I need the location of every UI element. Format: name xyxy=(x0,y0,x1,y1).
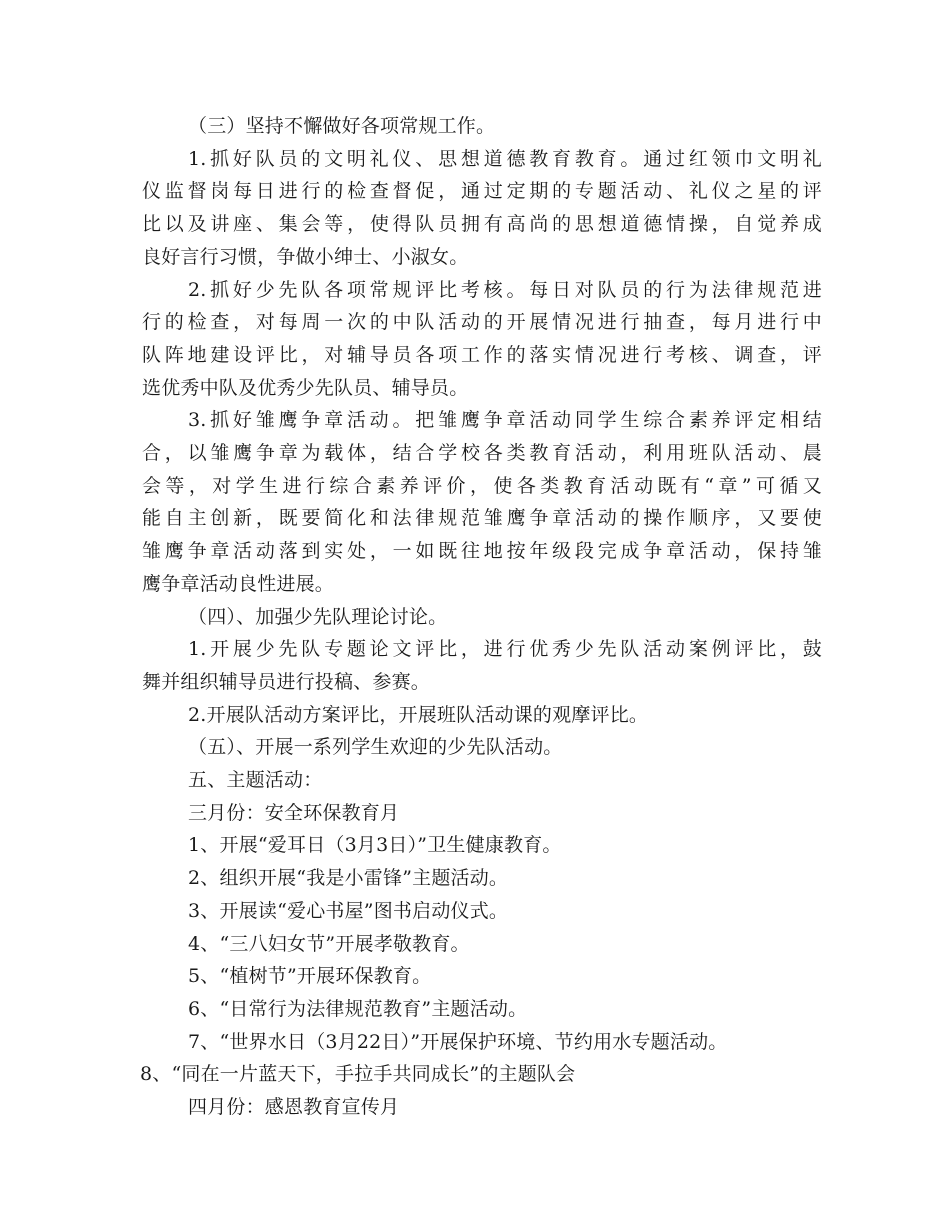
paragraph-line: 会等，对学生进行综合素养评价，使各类教育活动既有“章”可循又 xyxy=(142,474,822,497)
list-item: 4、“三八妇女节”开展孝敬教育。 xyxy=(188,932,470,955)
paragraph-line: 选优秀中队及优秀少先队员、辅导员。 xyxy=(142,376,469,399)
paragraph-line: 仪监督岗每日进行的检查督促，通过定期的专题活动、礼仪之星的评 xyxy=(142,180,822,203)
section-heading-3: （三）坚持不懈做好各项常规工作。 xyxy=(188,115,496,137)
paragraph-line: 行的检查，对每周一次的中队活动的开展情况进行抽查，每月进行中 xyxy=(142,311,822,334)
section-heading-5: （五）、开展一系列学生欢迎的少先队活动。 xyxy=(188,736,563,759)
paragraph-line: 队阵地建设评比，对辅导员各项工作的落实情况进行考核、调查，评 xyxy=(142,343,822,366)
section-heading-4: （四）、加强少先队理论讨论。 xyxy=(188,605,448,628)
paragraph-line: 比以及讲座、集会等，使得队员拥有高尚的思想道德情操，自觉养成 xyxy=(142,213,822,236)
list-item: 2、组织开展“我是小雷锋”主题活动。 xyxy=(188,867,509,890)
document-body xyxy=(142,110,822,1124)
paragraph-line: 1.抓好队员的文明礼仪、思想道德教育教育。通过红领巾文明礼 xyxy=(188,147,822,170)
paragraph-line: 良好言行习惯，争做小绅士、小淑女。 xyxy=(142,245,469,268)
paragraph-line: 1.开展少先队专题论文评比，进行优秀少先队活动案例评比，鼓 xyxy=(188,638,822,661)
paragraph-line: 合，以雏鹰争章为载体，结合学校各类教育活动，利用班队活动、晨 xyxy=(142,442,822,465)
list-item: 6、“日常行为法律规范教育”主题活动。 xyxy=(188,997,528,1020)
paragraph-line: 舞并组织辅导员进行投稿、参赛。 xyxy=(142,670,431,693)
list-item: 1、开展“爱耳日（3月3日）”卫生健康教育。 xyxy=(188,834,562,857)
paragraph-line: 雏鹰争章活动落到实处，一如既往地按年级段完成争章活动，保持雏 xyxy=(142,540,822,563)
list-item: 5、“植树节”开展环保教育。 xyxy=(188,965,432,988)
month-heading-april: 四月份：感恩教育宣传月 xyxy=(188,1096,400,1119)
paragraph-line: 鹰争章活动良性进展。 xyxy=(142,572,335,595)
main-heading-theme-activities: 五、主题活动： xyxy=(188,769,323,792)
month-heading-march: 三月份：安全环保教育月 xyxy=(188,801,400,824)
paragraph-line: 能自主创新，既要简化和法律规范雏鹰争章活动的操作顺序，又要使 xyxy=(142,507,822,530)
paragraph-line: 3.抓好雏鹰争章活动。把雏鹰争章活动同学生综合素养评定相结 xyxy=(188,409,822,432)
paragraph-line: 2.开展队活动方案评比，开展班队活动课的观摩评比。 xyxy=(188,703,649,726)
list-item: 7、“世界水日（3月22日）”开展保护环境、节约用水专题活动。 xyxy=(188,1030,728,1053)
list-item: 8、“同在一片蓝天下，手拉手共同成长”的主题队会 xyxy=(140,1063,576,1086)
list-item: 3、开展读“爱心书屋”图书启动仪式。 xyxy=(188,899,509,922)
paragraph-line: 2.抓好少先队各项常规评比考核。每日对队员的行为法律规范进 xyxy=(188,278,822,301)
